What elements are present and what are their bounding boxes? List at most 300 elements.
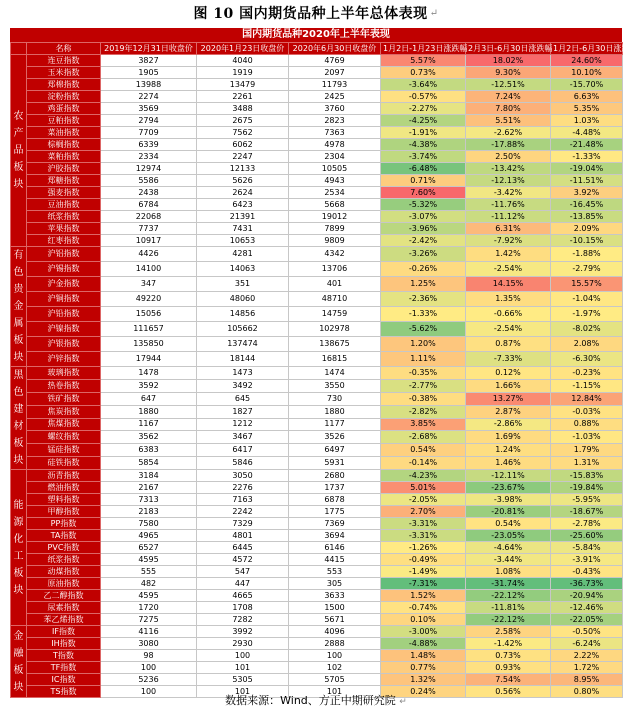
table-row xyxy=(11,139,623,151)
price-cell: 138675 xyxy=(289,337,381,352)
price-cell: 555 xyxy=(101,566,197,578)
change-cell: 5.51% xyxy=(466,115,551,127)
change-cell: 3.92% xyxy=(551,187,623,199)
price-cell: 6062 xyxy=(197,139,289,151)
price-cell: 101 xyxy=(197,686,289,698)
price-cell: 2675 xyxy=(197,115,289,127)
price-cell: 645 xyxy=(197,392,289,405)
instrument-name-cell: 沪铅指数 xyxy=(27,307,101,322)
change-cell: -3.96% xyxy=(381,223,466,235)
change-cell: 24.60% xyxy=(551,55,623,67)
change-cell: -3.44% xyxy=(466,554,551,566)
price-cell: 111657 xyxy=(101,322,197,337)
instrument-name-cell: 沪铝指数 xyxy=(27,247,101,262)
instrument-name-cell: 红枣指数 xyxy=(27,235,101,247)
table-row xyxy=(11,650,623,662)
price-cell: 3827 xyxy=(101,55,197,67)
price-cell: 1775 xyxy=(289,506,381,518)
change-cell: 18.02% xyxy=(466,55,551,67)
price-cell: 3633 xyxy=(289,590,381,602)
change-cell: -13.85% xyxy=(551,211,623,223)
price-cell: 2680 xyxy=(289,470,381,482)
price-cell: 5931 xyxy=(289,457,381,470)
change-cell: 2.70% xyxy=(381,506,466,518)
table-row xyxy=(11,235,623,247)
change-cell: -19.04% xyxy=(551,163,623,175)
table-body xyxy=(11,55,623,698)
change-cell: 0.71% xyxy=(381,175,466,187)
change-cell: -6.24% xyxy=(551,638,623,650)
change-cell: -1.88% xyxy=(551,247,623,262)
price-cell: 2823 xyxy=(289,115,381,127)
price-cell: 16815 xyxy=(289,352,381,367)
change-cell: 13.27% xyxy=(466,392,551,405)
price-cell: 101 xyxy=(289,686,381,698)
price-cell: 5626 xyxy=(197,175,289,187)
instrument-name-cell: 强麦指数 xyxy=(27,187,101,199)
change-cell: 1.25% xyxy=(381,277,466,292)
instrument-name-cell: 苯乙烯指数 xyxy=(27,614,101,626)
price-cell: 2624 xyxy=(197,187,289,199)
change-cell: -5.95% xyxy=(551,494,623,506)
table-row xyxy=(11,277,623,292)
table-row xyxy=(11,247,623,262)
instrument-name-cell: 连豆指数 xyxy=(27,55,101,67)
table-row xyxy=(11,262,623,277)
instrument-name-cell: 塑料指数 xyxy=(27,494,101,506)
price-cell: 4943 xyxy=(289,175,381,187)
change-cell: 14.15% xyxy=(466,277,551,292)
change-cell: -3.42% xyxy=(466,187,551,199)
instrument-name-cell: 沪胶指数 xyxy=(27,163,101,175)
table-row xyxy=(11,638,623,650)
price-cell: 1827 xyxy=(197,405,289,418)
change-cell: -31.74% xyxy=(466,578,551,590)
change-cell: -12.13% xyxy=(466,175,551,187)
table-row xyxy=(11,352,623,367)
figure-title-text: 图 10 国内期货品种上半年总体表现 xyxy=(193,6,428,22)
instrument-name-cell: 动煤指数 xyxy=(27,566,101,578)
price-cell: 3992 xyxy=(197,626,289,638)
price-cell: 6146 xyxy=(289,542,381,554)
price-cell: 1177 xyxy=(289,418,381,431)
change-cell: 8.95% xyxy=(551,674,623,686)
instrument-name-cell: 铁矿指数 xyxy=(27,392,101,405)
table-row xyxy=(11,602,623,614)
price-cell: 7163 xyxy=(197,494,289,506)
change-cell: -0.23% xyxy=(551,367,623,380)
header-cell: 2020年6月30日收盘价 xyxy=(289,43,381,55)
change-cell: -3.91% xyxy=(551,554,623,566)
table-row xyxy=(11,530,623,542)
change-cell: 1.03% xyxy=(551,115,623,127)
change-cell: -2.54% xyxy=(466,322,551,337)
instrument-name-cell: 甲醇指数 xyxy=(27,506,101,518)
change-cell: -5.62% xyxy=(381,322,466,337)
price-cell: 5854 xyxy=(101,457,197,470)
price-cell: 2930 xyxy=(197,638,289,650)
table-row xyxy=(11,470,623,482)
change-cell: 1.08% xyxy=(466,566,551,578)
price-cell: 49220 xyxy=(101,292,197,307)
change-cell: -15.70% xyxy=(551,79,623,91)
table-row xyxy=(11,55,623,67)
change-cell: -12.46% xyxy=(551,602,623,614)
instrument-name-cell: 郑糖指数 xyxy=(27,175,101,187)
price-cell: 2425 xyxy=(289,91,381,103)
header-cell: 2月3日-6月30日涨跌幅 xyxy=(466,43,551,55)
price-cell: 351 xyxy=(197,277,289,292)
header-cell: 1月2日-6月30日涨跌幅 xyxy=(551,43,623,55)
price-cell: 10505 xyxy=(289,163,381,175)
change-cell: 1.69% xyxy=(466,431,551,444)
price-cell: 2888 xyxy=(289,638,381,650)
change-cell: 0.80% xyxy=(551,686,623,698)
paragraph-mark-icon: ↵ xyxy=(429,7,439,19)
change-cell: -1.03% xyxy=(551,431,623,444)
instrument-name-cell: 沪银指数 xyxy=(27,337,101,352)
instrument-name-cell: 沪锌指数 xyxy=(27,352,101,367)
price-cell: 4978 xyxy=(289,139,381,151)
price-cell: 3184 xyxy=(101,470,197,482)
table-row xyxy=(11,91,623,103)
price-cell: 3488 xyxy=(197,103,289,115)
price-cell: 2276 xyxy=(197,482,289,494)
instrument-name-cell: 菜粕指数 xyxy=(27,151,101,163)
change-cell: 1.11% xyxy=(381,352,466,367)
change-cell: -3.98% xyxy=(466,494,551,506)
instrument-name-cell: 乙二醇指数 xyxy=(27,590,101,602)
change-cell: -4.48% xyxy=(551,127,623,139)
change-cell: -25.60% xyxy=(551,530,623,542)
change-cell: 1.31% xyxy=(551,457,623,470)
change-cell: 6.31% xyxy=(466,223,551,235)
price-cell: 2534 xyxy=(289,187,381,199)
change-cell: -10.15% xyxy=(551,235,623,247)
price-cell: 3492 xyxy=(197,379,289,392)
instrument-name-cell: 原油指数 xyxy=(27,578,101,590)
price-cell: 3592 xyxy=(101,379,197,392)
price-cell: 7329 xyxy=(197,518,289,530)
change-cell: 5.01% xyxy=(381,482,466,494)
change-cell: -11.12% xyxy=(466,211,551,223)
table-row xyxy=(11,431,623,444)
price-cell: 13988 xyxy=(101,79,197,91)
change-cell: 0.54% xyxy=(466,518,551,530)
instrument-name-cell: PP指数 xyxy=(27,518,101,530)
change-cell: 15.57% xyxy=(551,277,623,292)
instrument-name-cell: 豆粕指数 xyxy=(27,115,101,127)
price-cell: 9809 xyxy=(289,235,381,247)
price-cell: 1720 xyxy=(101,602,197,614)
price-cell: 7580 xyxy=(101,518,197,530)
table-row xyxy=(11,163,623,175)
change-cell: -0.66% xyxy=(466,307,551,322)
change-cell: -36.73% xyxy=(551,578,623,590)
price-cell: 7899 xyxy=(289,223,381,235)
price-cell: 7363 xyxy=(289,127,381,139)
price-cell: 10653 xyxy=(197,235,289,247)
price-cell: 2304 xyxy=(289,151,381,163)
change-cell: -11.51% xyxy=(551,175,623,187)
price-cell: 3467 xyxy=(197,431,289,444)
price-cell: 447 xyxy=(197,578,289,590)
change-cell: 2.87% xyxy=(466,405,551,418)
instrument-name-cell: 热卷指数 xyxy=(27,379,101,392)
price-cell: 6878 xyxy=(289,494,381,506)
price-cell: 6497 xyxy=(289,444,381,457)
instrument-name-cell: 豆油指数 xyxy=(27,199,101,211)
change-cell: -3.26% xyxy=(381,247,466,262)
change-cell: -19.84% xyxy=(551,482,623,494)
price-cell: 4965 xyxy=(101,530,197,542)
price-cell: 14063 xyxy=(197,262,289,277)
change-cell: 2.08% xyxy=(551,337,623,352)
change-cell: -22.12% xyxy=(466,590,551,602)
price-cell: 7369 xyxy=(289,518,381,530)
price-cell: 22068 xyxy=(101,211,197,223)
price-cell: 305 xyxy=(289,578,381,590)
change-cell: -0.14% xyxy=(381,457,466,470)
table-row xyxy=(11,457,623,470)
price-cell: 5846 xyxy=(197,457,289,470)
instrument-name-cell: 鸡蛋指数 xyxy=(27,103,101,115)
price-cell: 4342 xyxy=(289,247,381,262)
price-cell: 3694 xyxy=(289,530,381,542)
change-cell: -3.64% xyxy=(381,79,466,91)
price-cell: 1880 xyxy=(289,405,381,418)
change-cell: 1.42% xyxy=(466,247,551,262)
table-row xyxy=(11,211,623,223)
table-row xyxy=(11,444,623,457)
price-cell: 6784 xyxy=(101,199,197,211)
change-cell: -0.26% xyxy=(381,262,466,277)
change-cell: 12.84% xyxy=(551,392,623,405)
instrument-name-cell: 棕榈指数 xyxy=(27,139,101,151)
price-cell: 2274 xyxy=(101,91,197,103)
price-cell: 105662 xyxy=(197,322,289,337)
price-cell: 1500 xyxy=(289,602,381,614)
change-cell: 7.24% xyxy=(466,91,551,103)
change-cell: 1.52% xyxy=(381,590,466,602)
change-cell: -2.86% xyxy=(466,418,551,431)
price-cell: 5586 xyxy=(101,175,197,187)
change-cell: -4.38% xyxy=(381,139,466,151)
table-row xyxy=(11,175,623,187)
change-cell: -23.05% xyxy=(466,530,551,542)
category-cell: 有色贵金属板块 xyxy=(11,247,27,367)
change-cell: -6.30% xyxy=(551,352,623,367)
price-cell: 5705 xyxy=(289,674,381,686)
price-cell: 21391 xyxy=(197,211,289,223)
price-cell: 48060 xyxy=(197,292,289,307)
price-cell: 4665 xyxy=(197,590,289,602)
change-cell: -20.81% xyxy=(466,506,551,518)
price-cell: 102 xyxy=(289,662,381,674)
instrument-name-cell: 菜油指数 xyxy=(27,127,101,139)
price-cell: 1708 xyxy=(197,602,289,614)
instrument-name-cell: 玻璃指数 xyxy=(27,367,101,380)
table-row xyxy=(11,67,623,79)
price-cell: 7562 xyxy=(197,127,289,139)
price-cell: 1473 xyxy=(197,367,289,380)
price-cell: 13479 xyxy=(197,79,289,91)
price-cell: 100 xyxy=(197,650,289,662)
change-cell: -0.49% xyxy=(381,554,466,566)
price-cell: 3080 xyxy=(101,638,197,650)
change-cell: -12.11% xyxy=(466,470,551,482)
change-cell: 1.72% xyxy=(551,662,623,674)
price-cell: 1474 xyxy=(289,367,381,380)
change-cell: -3.00% xyxy=(381,626,466,638)
table-row xyxy=(11,614,623,626)
table-row xyxy=(11,662,623,674)
change-cell: 2.58% xyxy=(466,626,551,638)
price-cell: 4415 xyxy=(289,554,381,566)
price-cell: 4572 xyxy=(197,554,289,566)
price-cell: 14759 xyxy=(289,307,381,322)
change-cell: -0.03% xyxy=(551,405,623,418)
instrument-name-cell: IH指数 xyxy=(27,638,101,650)
change-cell: -20.94% xyxy=(551,590,623,602)
change-cell: -2.54% xyxy=(466,262,551,277)
price-cell: 347 xyxy=(101,277,197,292)
price-cell: 553 xyxy=(289,566,381,578)
table-row xyxy=(11,482,623,494)
change-cell: -1.33% xyxy=(551,151,623,163)
header-cell xyxy=(11,43,27,55)
instrument-name-cell: PVC指数 xyxy=(27,542,101,554)
change-cell: -4.88% xyxy=(381,638,466,650)
price-cell: 6527 xyxy=(101,542,197,554)
price-cell: 3569 xyxy=(101,103,197,115)
change-cell: -15.83% xyxy=(551,470,623,482)
table-row xyxy=(11,292,623,307)
change-cell: 1.48% xyxy=(381,650,466,662)
table-row xyxy=(11,79,623,91)
futures-performance-table xyxy=(10,42,637,698)
price-cell: 4801 xyxy=(197,530,289,542)
table-banner: 国内期货品种2020年上半年表现 xyxy=(10,28,622,42)
change-cell: -4.23% xyxy=(381,470,466,482)
change-cell: 0.54% xyxy=(381,444,466,457)
price-cell: 4096 xyxy=(289,626,381,638)
table-row xyxy=(11,506,623,518)
change-cell: 1.32% xyxy=(381,674,466,686)
change-cell: 0.73% xyxy=(381,67,466,79)
price-cell: 2794 xyxy=(101,115,197,127)
price-cell: 401 xyxy=(289,277,381,292)
change-cell: 2.50% xyxy=(466,151,551,163)
change-cell: 1.35% xyxy=(466,292,551,307)
header-cell: 1月2日-1月23日涨跌幅 xyxy=(381,43,466,55)
change-cell: 0.12% xyxy=(466,367,551,380)
change-cell: -3.07% xyxy=(381,211,466,223)
change-cell: -22.05% xyxy=(551,614,623,626)
price-cell: 3550 xyxy=(289,379,381,392)
change-cell: -2.79% xyxy=(551,262,623,277)
change-cell: -1.49% xyxy=(381,566,466,578)
change-cell: -0.35% xyxy=(381,367,466,380)
change-cell: -4.25% xyxy=(381,115,466,127)
table-header-row xyxy=(11,43,623,55)
change-cell: -1.42% xyxy=(466,638,551,650)
price-cell: 2183 xyxy=(101,506,197,518)
price-cell: 1905 xyxy=(101,67,197,79)
change-cell: 1.46% xyxy=(466,457,551,470)
paragraph-mark-icon: ↵ xyxy=(399,697,407,707)
change-cell: -1.33% xyxy=(381,307,466,322)
price-cell: 4595 xyxy=(101,554,197,566)
change-cell: -11.81% xyxy=(466,602,551,614)
change-cell: 0.93% xyxy=(466,662,551,674)
change-cell: -22.12% xyxy=(466,614,551,626)
table-row xyxy=(11,322,623,337)
price-cell: 1919 xyxy=(197,67,289,79)
price-cell: 7282 xyxy=(197,614,289,626)
instrument-name-cell: 沪镍指数 xyxy=(27,322,101,337)
change-cell: -1.26% xyxy=(381,542,466,554)
price-cell: 4116 xyxy=(101,626,197,638)
table-row xyxy=(11,103,623,115)
category-cell: 黑色建材板块 xyxy=(11,367,27,470)
change-cell: 0.77% xyxy=(381,662,466,674)
price-cell: 5671 xyxy=(289,614,381,626)
table-row xyxy=(11,566,623,578)
instrument-name-cell: TS指数 xyxy=(27,686,101,698)
price-cell: 101 xyxy=(197,662,289,674)
table-row xyxy=(11,379,623,392)
change-cell: -3.31% xyxy=(381,530,466,542)
price-cell: 7737 xyxy=(101,223,197,235)
change-cell: -2.68% xyxy=(381,431,466,444)
table-row xyxy=(11,578,623,590)
change-cell: -4.64% xyxy=(466,542,551,554)
price-cell: 1478 xyxy=(101,367,197,380)
price-cell: 5305 xyxy=(197,674,289,686)
price-cell: 482 xyxy=(101,578,197,590)
change-cell: 0.87% xyxy=(466,337,551,352)
table-row xyxy=(11,187,623,199)
instrument-name-cell: 淀粉指数 xyxy=(27,91,101,103)
change-cell: -0.43% xyxy=(551,566,623,578)
change-cell: -2.77% xyxy=(381,379,466,392)
change-cell: -7.33% xyxy=(466,352,551,367)
price-cell: 6445 xyxy=(197,542,289,554)
change-cell: -3.74% xyxy=(381,151,466,163)
change-cell: -2.36% xyxy=(381,292,466,307)
table-row xyxy=(11,494,623,506)
instrument-name-cell: IF指数 xyxy=(27,626,101,638)
table-row xyxy=(11,307,623,322)
table-row xyxy=(11,418,623,431)
table-row xyxy=(11,115,623,127)
price-cell: 7275 xyxy=(101,614,197,626)
change-cell: 2.09% xyxy=(551,223,623,235)
price-cell: 6383 xyxy=(101,444,197,457)
price-cell: 4040 xyxy=(197,55,289,67)
instrument-name-cell: 燃油指数 xyxy=(27,482,101,494)
price-cell: 98 xyxy=(101,650,197,662)
price-cell: 7313 xyxy=(101,494,197,506)
price-cell: 3050 xyxy=(197,470,289,482)
category-cell: 能源化工板块 xyxy=(11,470,27,626)
table-row xyxy=(11,127,623,139)
change-cell: -1.91% xyxy=(381,127,466,139)
change-cell: 0.88% xyxy=(551,418,623,431)
source-note xyxy=(0,690,632,712)
change-cell: 0.24% xyxy=(381,686,466,698)
